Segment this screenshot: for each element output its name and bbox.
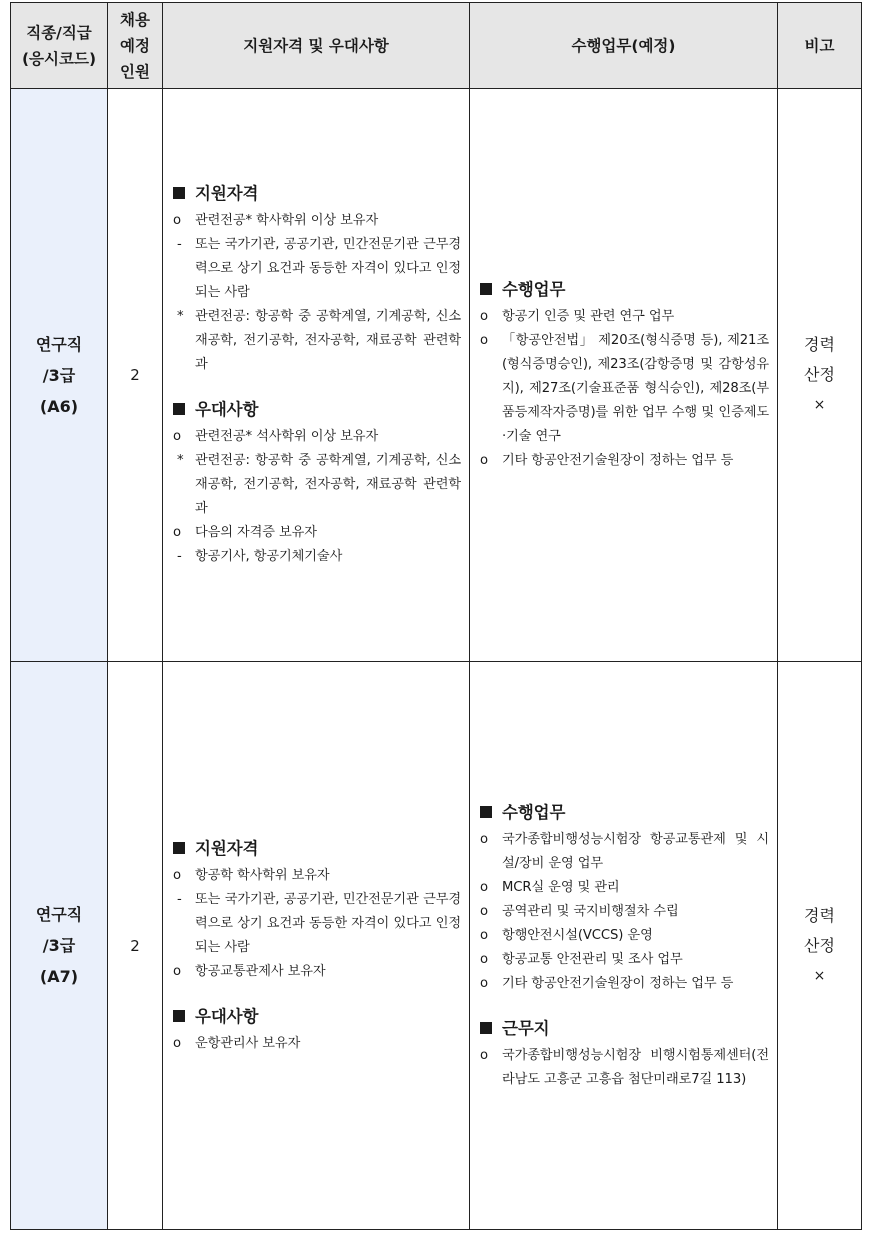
header-row	[11, 3, 862, 89]
header-remarks: 비고	[778, 3, 862, 89]
times-icon: ×	[813, 967, 826, 984]
list-item: o 「항공안전법」 제20조(형식증명 등), 제21조(형식증명승인), 제23조(감항증명 및 감항성유지), 제27조(기술표준품 형식승인), 제28조(부품등제작자증명)를 위한 업무 수행 및 인증제도·기술 연구	[480, 333, 769, 444]
position-code: 연구직 /3급 (A7)	[11, 662, 108, 1230]
section-title: 수행업무	[480, 277, 769, 303]
section-title: 지원자격	[173, 181, 461, 207]
list-item: o MCR실 운영 및 관리	[480, 879, 620, 895]
headcount: 2	[108, 89, 163, 662]
list-item: o 관련전공* 석사학위 이상 보유자	[173, 429, 379, 444]
qualifications-cell	[163, 662, 470, 1230]
square-bullet-icon	[480, 806, 492, 818]
square-bullet-icon	[480, 1022, 492, 1034]
list-item: o 기타 항공안전기술원장이 정하는 업무 등	[480, 453, 734, 468]
times-icon: ×	[813, 397, 826, 413]
list-subitem: - 또는 국가기관, 공공기관, 민간전문기관 근무경력으로 상기 요건과 동등한 자격이 있다고 인정되는 사람	[177, 237, 461, 300]
section-title: 우대사항	[173, 1004, 461, 1030]
square-bullet-icon	[173, 1010, 185, 1022]
square-bullet-icon	[173, 842, 185, 854]
header-position-grade: 직종/직급 (응시코드)	[11, 3, 108, 89]
position-code: 연구직 /3급 (A6)	[11, 89, 108, 662]
list-item: o 운항관리사 보유자	[173, 1035, 301, 1051]
section-title: 근무지	[480, 1016, 769, 1042]
header-headcount: 채용 예정 인원	[108, 3, 163, 89]
footnote: * 관련전공: 항공학 중 공학계열, 기계공학, 신소재공학, 전기공학, 전자공학, 재료공학 관련학과	[177, 453, 461, 516]
list-item: o 국가종합비행성능시험장 비행시험통제센터(전라남도 고흥군 고흥읍 첨단미래로7길 113)	[480, 1047, 769, 1087]
duties-cell	[470, 662, 778, 1230]
section-title: 지원자격	[173, 836, 461, 862]
table-row	[11, 662, 862, 1230]
square-bullet-icon	[480, 283, 492, 295]
table-row	[11, 89, 862, 662]
square-bullet-icon	[173, 187, 185, 199]
square-bullet-icon	[173, 403, 185, 415]
section-title: 우대사항	[173, 397, 461, 423]
list-item: o 기타 항공안전기술원장이 정하는 업무 등	[480, 975, 734, 991]
list-item: o 항공교통관제사 보유자	[173, 963, 326, 979]
header-duties: 수행업무(예정)	[470, 3, 778, 89]
list-item: o 항공교통 안전관리 및 조사 업무	[480, 951, 683, 967]
list-item: o 항공학 학사학위 보유자	[173, 867, 330, 883]
list-item: o 국가종합비행성능시험장 항공교통관제 및 시설/장비 운영 업무	[480, 831, 769, 871]
list-item: o 항공기 인증 및 관련 연구 업무	[480, 309, 675, 324]
list-item: o 관련전공* 학사학위 이상 보유자	[173, 213, 379, 228]
list-subitem: - 또는 국가기관, 공공기관, 민간전문기관 근무경력으로 상기 요건과 동등한 자격이 있다고 인정되는 사람	[177, 891, 461, 955]
section-title: 수행업무	[480, 800, 769, 826]
qualifications-cell	[163, 89, 470, 662]
list-item: o 항행안전시설(VCCS) 운영	[480, 927, 653, 943]
duties-cell	[470, 89, 778, 662]
list-item: o 다음의 자격증 보유자	[173, 525, 317, 540]
job-table	[10, 2, 862, 1230]
header-qualifications: 지원자격 및 우대사항	[163, 3, 470, 89]
headcount: 2	[108, 662, 163, 1230]
footnote: * 관련전공: 항공학 중 공학계열, 기계공학, 신소재공학, 전기공학, 전자공학, 재료공학 관련학과	[177, 309, 461, 372]
remarks-cell: 경력 산정 ×	[778, 89, 862, 662]
remarks-cell: 경력 산정 ×	[778, 662, 862, 1230]
list-item: o 공역관리 및 국지비행절차 수립	[480, 903, 679, 919]
list-subitem: - 항공기사, 항공기체기술사	[177, 549, 343, 564]
